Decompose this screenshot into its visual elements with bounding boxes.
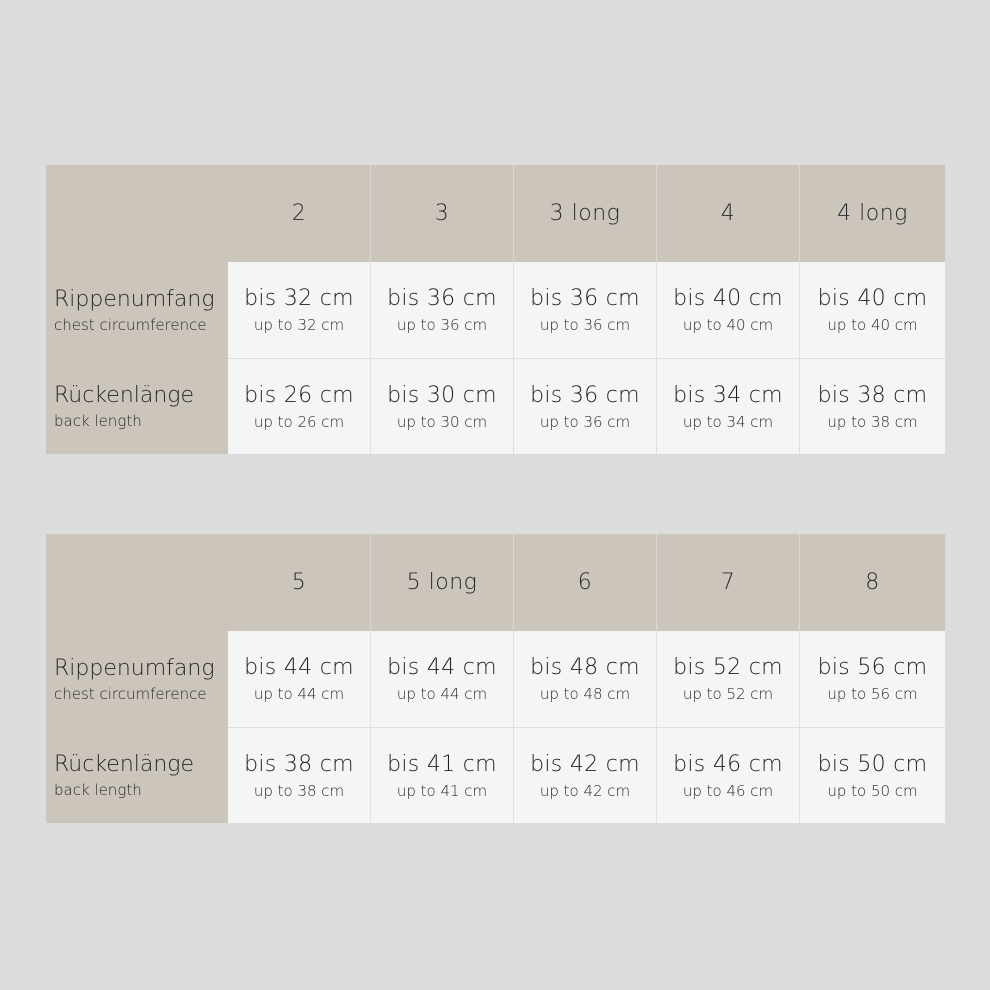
table-cell (371, 262, 514, 359)
cell-value-english: up to 50 cm (827, 781, 918, 800)
cell-value-english: up to 44 cm (396, 685, 488, 703)
size-header: 5 long (371, 534, 514, 631)
row-label-german: Rippenumfang (54, 287, 215, 312)
cell-value-german: bis 30 cm (387, 382, 497, 408)
cell-value-english: up to 52 cm (682, 685, 774, 703)
table-cell (228, 631, 371, 728)
size-header: 2 (228, 165, 371, 262)
cell-value-english: up to 44 cm (253, 685, 345, 703)
row-header-back (46, 359, 228, 454)
table-cell (371, 359, 514, 454)
cell-value-english: up to 40 cm (827, 316, 918, 334)
cell-value-german: bis 52 cm (673, 655, 783, 680)
row-header-back (46, 728, 228, 823)
cell-value-german: bis 38 cm (244, 751, 354, 777)
cell-value-german: bis 36 cm (530, 382, 640, 408)
table-corner (46, 165, 228, 262)
cell-value-english: up to 42 cm (539, 781, 631, 800)
table-cell (371, 728, 514, 823)
table-cell (514, 631, 657, 728)
row-label-english: chest circumference (54, 316, 207, 334)
cell-value-german: bis 32 cm (244, 286, 354, 311)
cell-value-english: up to 36 cm (396, 316, 488, 334)
row-label-german: Rückenlänge (54, 752, 195, 777)
cell-value-english: up to 41 cm (396, 781, 488, 800)
cell-value-german: bis 56 cm (817, 655, 928, 680)
table-cell (657, 631, 800, 728)
table-cell (657, 728, 800, 823)
size-header: 6 (514, 534, 657, 631)
cell-value-german: bis 46 cm (673, 751, 783, 777)
cell-value-german: bis 40 cm (817, 286, 928, 311)
table-cell (800, 728, 945, 823)
cell-value-english: up to 38 cm (253, 781, 345, 800)
cell-value-english: up to 26 cm (253, 412, 345, 431)
row-header-chest (46, 262, 228, 359)
table-cell (228, 728, 371, 823)
table-cell (514, 728, 657, 823)
row-label-english: back length (54, 412, 142, 430)
cell-value-german: bis 26 cm (244, 382, 354, 408)
table-cell (228, 262, 371, 359)
table-cell (514, 359, 657, 454)
table-cell (800, 359, 945, 454)
cell-value-german: bis 36 cm (530, 286, 640, 311)
table-cell (657, 262, 800, 359)
row-label-german: Rippenumfang (54, 656, 215, 681)
cell-value-german: bis 42 cm (530, 751, 640, 777)
cell-value-english: up to 48 cm (539, 685, 631, 703)
table-cell (800, 631, 945, 728)
cell-value-english: up to 34 cm (682, 412, 774, 431)
size-table-1 (46, 165, 945, 454)
table-cell (657, 359, 800, 454)
cell-value-german: bis 41 cm (387, 751, 497, 777)
row-label-english: chest circumference (54, 685, 207, 703)
cell-value-german: bis 34 cm (673, 382, 783, 408)
table-cell (514, 262, 657, 359)
size-header: 7 (657, 534, 800, 631)
row-label-english: back length (54, 781, 142, 799)
cell-value-german: bis 38 cm (817, 382, 928, 408)
size-header: 8 (800, 534, 945, 631)
cell-value-german: bis 48 cm (530, 655, 640, 680)
cell-value-english: up to 36 cm (539, 316, 631, 334)
cell-value-english: up to 32 cm (253, 316, 345, 334)
cell-value-english: up to 36 cm (539, 412, 631, 431)
cell-value-english: up to 46 cm (682, 781, 774, 800)
row-label-german: Rückenlänge (54, 383, 195, 408)
size-header: 5 (228, 534, 371, 631)
cell-value-german: bis 44 cm (387, 655, 497, 680)
cell-value-german: bis 44 cm (244, 655, 354, 680)
size-header: 3 long (514, 165, 657, 262)
size-header: 4 long (800, 165, 945, 262)
table-corner (46, 534, 228, 631)
cell-value-english: up to 56 cm (827, 685, 918, 703)
size-table-2 (46, 534, 945, 823)
cell-value-english: up to 30 cm (396, 412, 488, 431)
cell-value-german: bis 50 cm (817, 751, 928, 777)
table-cell (800, 262, 945, 359)
size-header: 3 (371, 165, 514, 262)
cell-value-german: bis 36 cm (387, 286, 497, 311)
cell-value-english: up to 38 cm (827, 412, 918, 431)
cell-value-english: up to 40 cm (682, 316, 774, 334)
cell-value-german: bis 40 cm (673, 286, 783, 311)
row-header-chest (46, 631, 228, 728)
size-header: 4 (657, 165, 800, 262)
table-cell (371, 631, 514, 728)
table-cell (228, 359, 371, 454)
